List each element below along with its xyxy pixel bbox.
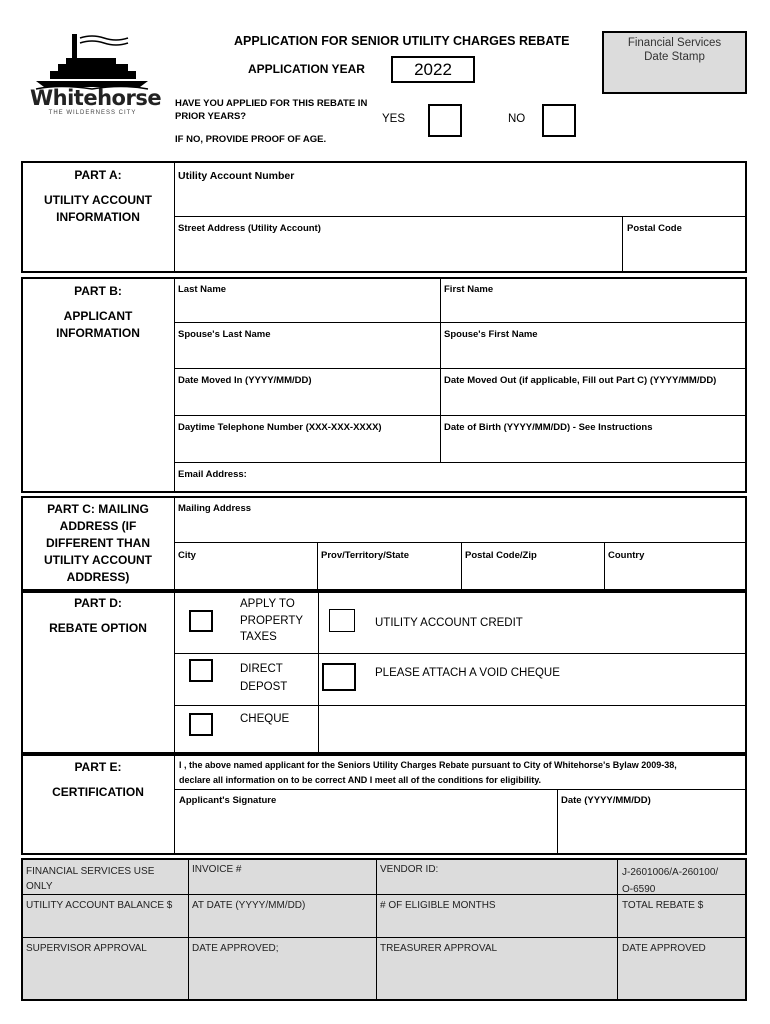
utility-account-number-field[interactable]: Utility Account Number xyxy=(178,170,295,182)
certification-statement-2: declare all information on to be correct AND I meet all of the conditions for eligibility. xyxy=(179,775,542,785)
total-rebate-field: TOTAL REBATE $ xyxy=(622,900,704,911)
part-a-label: PART A: UTILITY ACCOUNT INFORMATION xyxy=(44,168,152,224)
sternwheeler-icon xyxy=(30,30,155,90)
date-approved-field-2: DATE APPROVED xyxy=(622,943,706,954)
vendor-id-field: VENDOR ID: xyxy=(380,864,439,875)
date-moved-out-field[interactable]: Date Moved Out (if applicable, Fill out Part C) (YYYY/MM/DD) xyxy=(444,375,717,386)
spouse-first-name-field[interactable]: Spouse's First Name xyxy=(444,329,538,340)
city-logo xyxy=(30,30,162,120)
at-date-field: AT DATE (YYYY/MM/DD) xyxy=(192,900,306,911)
mailing-address-field[interactable]: Mailing Address xyxy=(178,503,252,514)
certification-statement-1: I , the above named applicant for the Seniors Utility Charges Rebate pursuant to City of Whitehorse's Bylaw 2009-38, xyxy=(179,760,677,770)
city-field[interactable]: City xyxy=(178,550,196,561)
date-of-birth-field[interactable]: Date of Birth (YYYY/MM/DD) - See Instructions xyxy=(444,422,653,433)
treasurer-approval-field: TREASURER APPROVAL xyxy=(380,943,498,954)
part-b-label: PART B: APPLICANT INFORMATION xyxy=(56,284,140,340)
direct-deposit-checkbox[interactable] xyxy=(189,659,213,682)
date-stamp-box xyxy=(602,31,747,94)
invoice-field: INVOICE # xyxy=(192,864,242,875)
eligible-months-field: # OF ELIGIBLE MONTHS xyxy=(380,900,496,911)
stamp-line-2: Date Stamp xyxy=(644,51,705,63)
no-label: NO xyxy=(508,113,526,125)
last-name-field[interactable]: Last Name xyxy=(178,284,227,295)
yes-label: YES xyxy=(382,113,406,125)
postal-code-field[interactable]: Postal Code xyxy=(627,223,682,234)
part-c-label: PART C: MAILING ADDRESS (IF DIFFERENT THAN UTILITY ACCOUNT ADDRESS) xyxy=(44,502,152,584)
utility-credit-label: UTILITY ACCOUNT CREDIT xyxy=(375,617,523,629)
street-address-field[interactable]: Street Address (Utility Account) xyxy=(178,223,321,234)
logo-tagline: THE WILDERNESS CITY xyxy=(48,110,137,116)
country-field[interactable]: Country xyxy=(608,550,645,561)
prior-question-line-2: PRIOR YEARS? xyxy=(175,111,247,122)
signature-field[interactable]: Applicant's Signature xyxy=(179,795,277,806)
part-e-label: PART E: CERTIFICATION xyxy=(52,760,144,799)
cheque-label: CHEQUE xyxy=(240,713,290,725)
cheque-checkbox[interactable] xyxy=(189,713,213,736)
year-value: 2022 xyxy=(414,60,452,79)
void-cheque-checkbox[interactable] xyxy=(322,663,356,691)
spouse-last-name-field[interactable]: Spouse's Last Name xyxy=(178,329,271,340)
direct-deposit-label: DIRECT DEPOST xyxy=(240,663,288,693)
logo-wordmark: Whitehorse xyxy=(30,86,162,110)
year-label: APPLICATION YEAR xyxy=(248,62,365,76)
phone-field[interactable]: Daytime Telephone Number (XXX-XXX-XXXX) xyxy=(178,422,382,433)
form-title: APPLICATION FOR SENIOR UTILITY CHARGES REBATE xyxy=(234,34,570,48)
proof-of-age-note: IF NO, PROVIDE PROOF OF AGE. xyxy=(175,134,327,145)
account-balance-field: UTILITY ACCOUNT BALANCE $ xyxy=(26,900,173,911)
prior-question-line-1: HAVE YOU APPLIED FOR THIS REBATE IN xyxy=(175,98,368,109)
date-moved-in-field[interactable]: Date Moved In (YYYY/MM/DD) xyxy=(178,375,312,386)
supervisor-approval-field: SUPERVISOR APPROVAL xyxy=(26,943,147,954)
no-checkbox[interactable] xyxy=(542,104,576,137)
property-taxes-label: APPLY TO PROPERTY TAXES xyxy=(240,598,304,643)
finance-use-only-label: FINANCIAL SERVICES USE ONLY xyxy=(26,866,155,892)
year-field[interactable] xyxy=(391,56,475,83)
email-field[interactable]: Email Address: xyxy=(178,469,247,480)
first-name-field[interactable]: First Name xyxy=(444,284,494,295)
property-taxes-checkbox[interactable] xyxy=(189,610,213,632)
postal-zip-field[interactable]: Postal Code/Zip xyxy=(465,550,537,561)
prov-field[interactable]: Prov/Territory/State xyxy=(321,550,409,561)
part-d-label: PART D: REBATE OPTION xyxy=(49,596,147,635)
void-cheque-label: PLEASE ATTACH A VOID CHEQUE xyxy=(375,667,560,679)
account-code: J-2601006/A-260100/ O-6590 xyxy=(622,867,719,895)
stamp-line-1: Financial Services xyxy=(627,37,722,49)
yes-checkbox[interactable] xyxy=(428,104,462,137)
certification-date-field[interactable]: Date (YYYY/MM/DD) xyxy=(561,795,651,806)
utility-credit-checkbox[interactable] xyxy=(329,609,355,632)
date-approved-field-1: DATE APPROVED; xyxy=(192,943,279,954)
